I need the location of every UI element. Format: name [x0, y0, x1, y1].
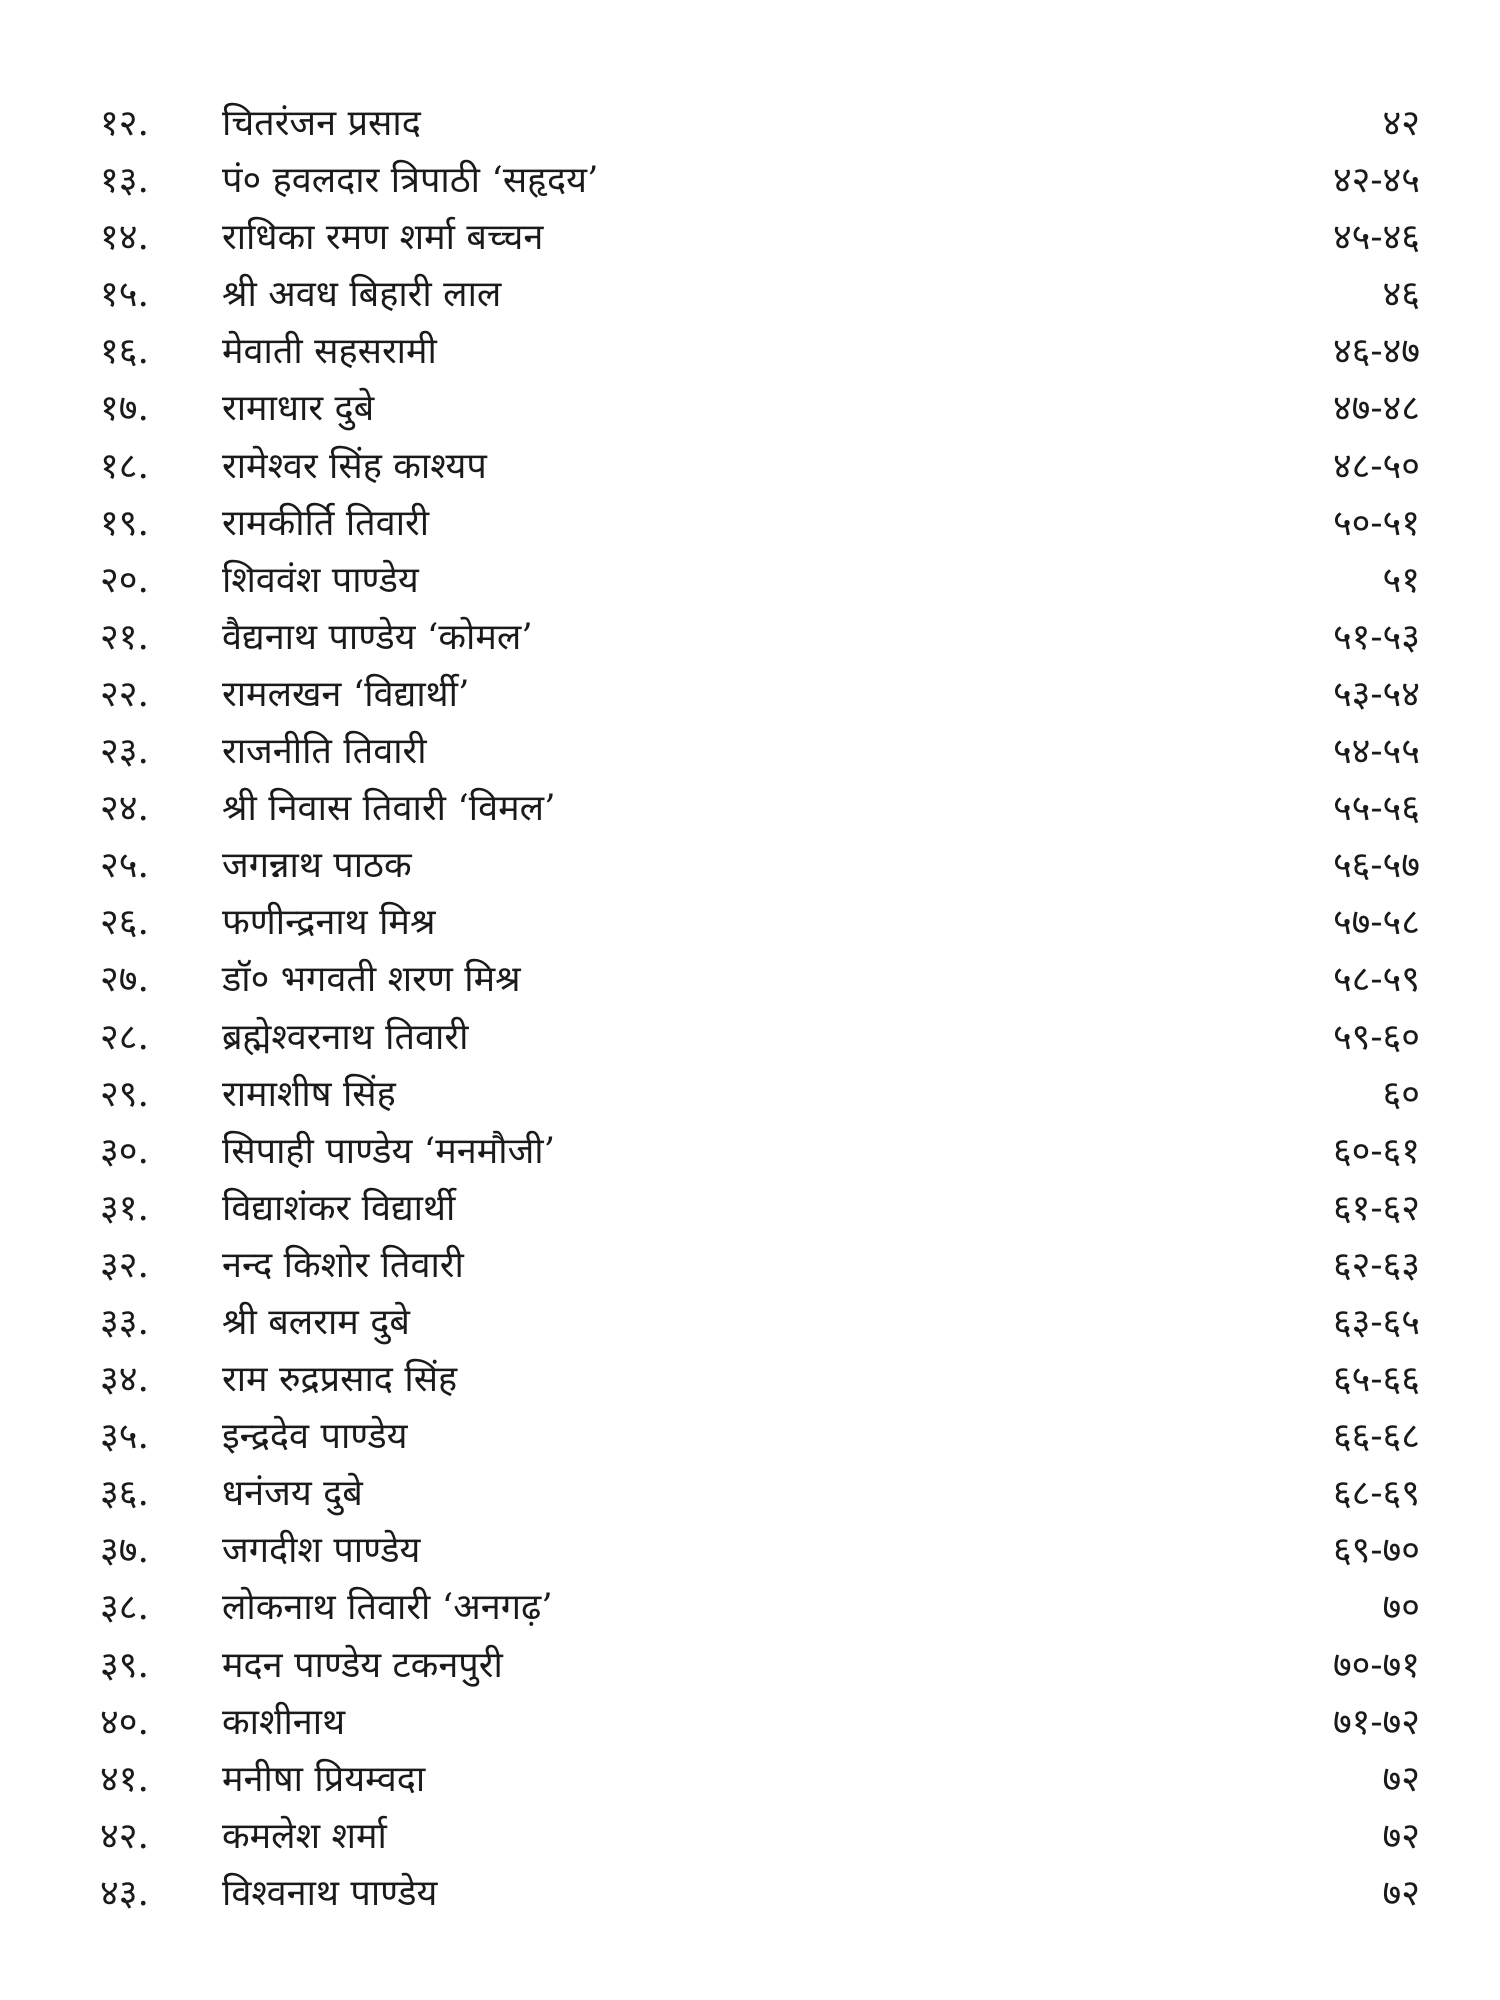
toc-entry-pages: ४२: [1382, 103, 1420, 144]
toc-entry: [100, 837, 1420, 894]
toc-entry-pages: ४८-५०: [1332, 445, 1420, 487]
toc-entry-number: १३.: [100, 160, 149, 202]
toc-entry: [100, 1180, 1420, 1237]
toc-entry-title: राधिका रमण शर्मा बच्चन: [222, 217, 544, 259]
toc-entry-number: २५.: [100, 845, 149, 887]
toc-entry-pages: ६२-६३: [1332, 1244, 1420, 1286]
toc-entry-pages: ७२: [1382, 1815, 1420, 1857]
toc-entry-pages: ५१: [1382, 559, 1420, 601]
toc-entry-pages: ६६-६८: [1332, 1416, 1420, 1458]
toc-entry-number: २६.: [100, 902, 149, 944]
toc-entry-pages: ७०: [1382, 1587, 1420, 1629]
toc-entry-number: २१.: [100, 616, 149, 658]
toc-entry-title: राम रुद्रप्रसाद सिंह: [222, 1359, 458, 1401]
toc-entry-number: २४.: [100, 788, 149, 830]
toc-entry-number: ३७.: [100, 1530, 149, 1572]
toc-entry-pages: ६९-७०: [1332, 1530, 1420, 1572]
toc-entry-pages: ४२-४५: [1332, 160, 1420, 202]
toc-entry-title: काशीनाथ: [222, 1701, 346, 1743]
toc-entry: [100, 1865, 1420, 1922]
toc-entry-pages: ५०-५१: [1332, 502, 1420, 544]
toc-entry: [100, 894, 1420, 951]
toc-entry-title: इन्द्रदेव पाण्डेय: [222, 1416, 408, 1458]
toc-entry-number: १४.: [100, 217, 149, 259]
toc-entry: [100, 1237, 1420, 1294]
toc-entry: [100, 1066, 1420, 1123]
table-of-contents: [100, 95, 1420, 1922]
toc-entry-title: श्री अवध बिहारी लाल: [222, 274, 502, 316]
toc-entry: [100, 266, 1420, 323]
toc-entry-pages: ५८-५९: [1332, 959, 1420, 1001]
toc-entry-title: रामेश्वर सिंह काश्यप: [222, 445, 487, 487]
toc-entry-number: ३८.: [100, 1587, 149, 1629]
toc-entry-pages: ५३-५४: [1332, 673, 1420, 715]
toc-entry: [100, 1123, 1420, 1180]
toc-entry-pages: ७०-७१: [1332, 1644, 1420, 1686]
toc-entry-title: श्री बलराम दुबे: [222, 1301, 410, 1343]
toc-entry-title: मदन पाण्डेय टकनपुरी: [222, 1644, 503, 1686]
toc-entry: [100, 951, 1420, 1008]
toc-entry: [100, 495, 1420, 552]
toc-entry-pages: ५७-५८: [1332, 902, 1420, 944]
toc-entry-number: ४२.: [100, 1815, 149, 1857]
toc-entry: [100, 1751, 1420, 1808]
toc-entry-number: २७.: [100, 959, 149, 1001]
toc-entry: [100, 723, 1420, 780]
toc-entry-title: जगन्नाथ पाठक: [222, 845, 412, 887]
toc-entry-pages: ४७-४८: [1332, 388, 1420, 430]
toc-entry-pages: ६१-६२: [1332, 1187, 1420, 1229]
toc-entry-pages: ६०: [1382, 1073, 1420, 1115]
toc-entry: [100, 552, 1420, 609]
toc-entry: [100, 780, 1420, 837]
toc-entry-number: १९.: [100, 502, 149, 544]
toc-entry-title: लोकनाथ तिवारी ‘अनगढ़’: [222, 1587, 553, 1629]
toc-entry-title: डॉ० भगवती शरण मिश्र: [222, 959, 521, 1001]
toc-entry-title: सिपाही पाण्डेय ‘मनमौजी’: [222, 1130, 556, 1172]
toc-entry-title: रामाशीष सिंह: [222, 1073, 396, 1115]
toc-entry-pages: ५९-६०: [1332, 1016, 1420, 1058]
toc-entry: [100, 95, 1420, 152]
toc-entry-title: धनंजय दुबे: [222, 1473, 363, 1515]
toc-entry: [100, 209, 1420, 266]
toc-entry: [100, 1465, 1420, 1522]
toc-entry: [100, 1009, 1420, 1066]
toc-entry-number: ३५.: [100, 1416, 149, 1458]
toc-entry-title: वैद्यनाथ पाण्डेय ‘कोमल’: [222, 616, 533, 658]
toc-entry-number: ३१.: [100, 1187, 149, 1229]
toc-entry-title: चितरंजन प्रसाद: [222, 103, 421, 144]
toc-entry-pages: ७२: [1382, 1758, 1420, 1800]
toc-entry-number: ३०.: [100, 1130, 149, 1172]
toc-entry: [100, 438, 1420, 495]
toc-entry-title: पं० हवलदार त्रिपाठी ‘सहृदय’: [222, 160, 599, 202]
toc-entry-number: २०.: [100, 559, 149, 601]
toc-entry: [100, 1637, 1420, 1694]
toc-entry-number: ४३.: [100, 1872, 149, 1914]
toc-entry-title: रामाधार दुबे: [222, 388, 375, 430]
toc-entry: [100, 1579, 1420, 1636]
toc-entry-number: १६.: [100, 331, 149, 373]
toc-entry-pages: ६५-६६: [1332, 1359, 1420, 1401]
toc-entry-number: ३३.: [100, 1301, 149, 1343]
toc-entry-title: जगदीश पाण्डेय: [222, 1530, 421, 1572]
toc-entry-title: मनीषा प्रियम्वदा: [222, 1758, 426, 1800]
toc-entry-number: १५.: [100, 274, 149, 316]
toc-entry-title: फणीन्द्रनाथ मिश्र: [222, 902, 436, 944]
toc-entry-title: रामकीर्ति तिवारी: [222, 502, 430, 544]
toc-entry: [100, 1294, 1420, 1351]
toc-entry-number: ३६.: [100, 1473, 149, 1515]
toc-entry: [100, 1408, 1420, 1465]
toc-entry: [100, 666, 1420, 723]
toc-entry-number: ३४.: [100, 1359, 149, 1401]
toc-entry-number: २३.: [100, 731, 149, 773]
toc-entry-title: रामलखन ‘विद्यार्थी’: [222, 673, 470, 715]
toc-entry-pages: ६०-६१: [1332, 1130, 1420, 1172]
toc-entry-pages: ४६: [1382, 274, 1420, 316]
toc-entry-pages: ६८-६९: [1332, 1473, 1420, 1515]
toc-entry-number: १७.: [100, 388, 149, 430]
toc-entry-title: कमलेश शर्मा: [222, 1815, 387, 1857]
toc-entry-number: १२.: [100, 103, 149, 144]
toc-entry: [100, 152, 1420, 209]
toc-entry-pages: ५६-५७: [1332, 845, 1420, 887]
toc-entry-number: ४१.: [100, 1758, 149, 1800]
toc-entry-number: २९.: [100, 1073, 149, 1115]
toc-entry-number: २८.: [100, 1016, 149, 1058]
toc-entry-title: नन्द किशोर तिवारी: [222, 1244, 464, 1286]
toc-entry: [100, 1351, 1420, 1408]
toc-entry-pages: ७२: [1382, 1872, 1420, 1914]
toc-entry: [100, 1522, 1420, 1579]
toc-entry-title: श्री निवास तिवारी ‘विमल’: [222, 788, 556, 830]
toc-entry-pages: ५४-५५: [1332, 731, 1420, 773]
toc-entry: [100, 1808, 1420, 1865]
toc-entry-number: ३९.: [100, 1644, 149, 1686]
toc-entry-number: २२.: [100, 673, 149, 715]
toc-entry: [100, 1694, 1420, 1751]
toc-entry-title: ब्रह्मेश्वरनाथ तिवारी: [222, 1016, 469, 1058]
toc-entry-title: शिववंश पाण्डेय: [222, 559, 419, 601]
toc-entry: [100, 323, 1420, 380]
toc-entry-number: ३२.: [100, 1244, 149, 1286]
toc-entry: [100, 609, 1420, 666]
toc-entry-pages: ७१-७२: [1332, 1701, 1420, 1743]
toc-entry-title: विद्याशंकर विद्यार्थी: [222, 1187, 456, 1229]
toc-entry-number: ४०.: [100, 1701, 149, 1743]
toc-entry: [100, 380, 1420, 437]
toc-entry-title: मेवाती सहसरामी: [222, 331, 437, 373]
toc-entry-pages: ५५-५६: [1332, 788, 1420, 830]
toc-entry-title: राजनीति तिवारी: [222, 731, 427, 773]
toc-entry-pages: ४६-४७: [1332, 331, 1420, 373]
toc-entry-pages: ६३-६५: [1332, 1301, 1420, 1343]
toc-entry-title: विश्वनाथ पाण्डेय: [222, 1872, 438, 1914]
toc-entry-pages: ५१-५३: [1332, 616, 1420, 658]
toc-entry-number: १८.: [100, 445, 149, 487]
toc-entry-pages: ४५-४६: [1332, 217, 1420, 259]
